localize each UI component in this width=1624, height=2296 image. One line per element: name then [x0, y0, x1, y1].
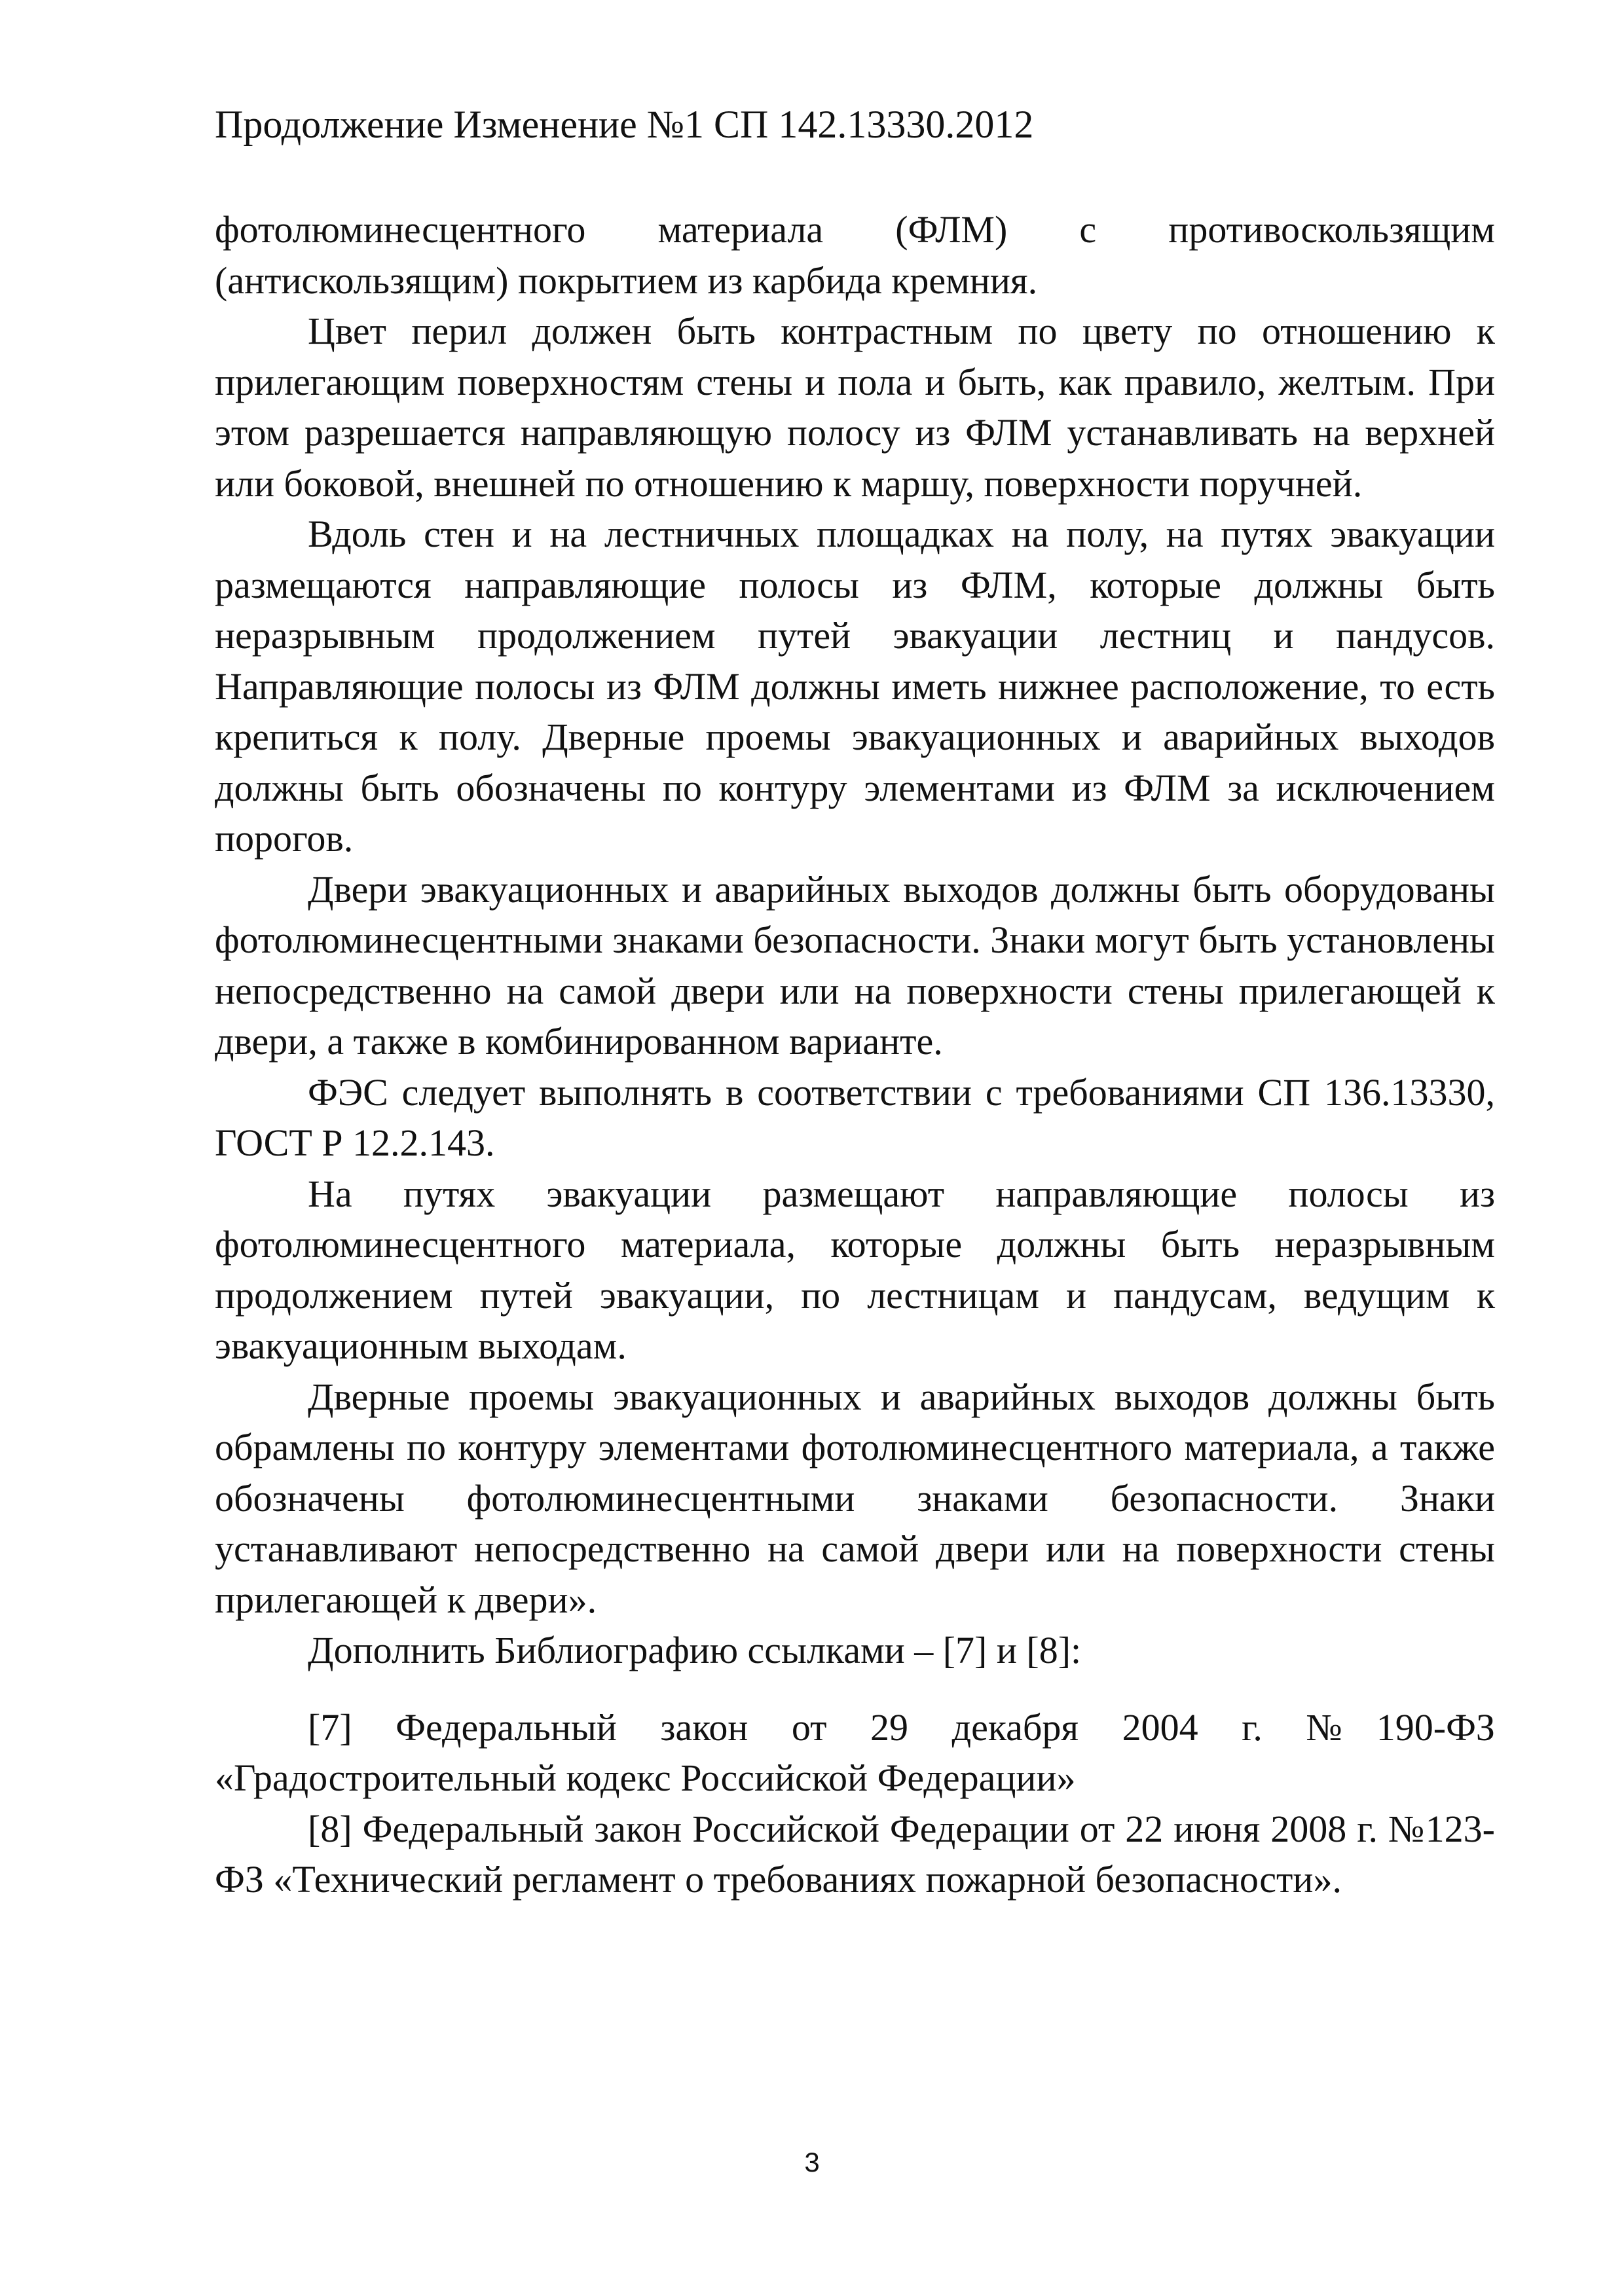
paragraph-evacuation-paths: На путях эвакуации размещают направляющие полосы из фотолюминесцентного материала, которые должны быть неразрывным продолжением путей эвакуации, по лестницам и пандусам, ведущим к эвакуационным выходам. — [215, 1172, 1495, 1367]
bibliography-entry-7: [7] Федеральный закон от 29 декабря 2004 г. №190-ФЗ «Градостроительный кодекс Российской Федерации» — [215, 1705, 1495, 1799]
paragraph-continuation: фотолюминесцентного материала (ФЛМ) с противоскользящим (антискользящим) покрытием из карбида кремния. — [215, 208, 1495, 302]
document-body — [215, 204, 1495, 1905]
paragraph-guide-strips: Вдоль стен и на лестничных площадках на полу, на путях эвакуации размещаются направляющие полосы из ФЛМ, которые должны быть неразрывным продолжением путей эвакуации лестниц и пандусов. Направляющие полосы из ФЛМ должны иметь нижнее расположение, то есть крепиться к полу. Дверные проемы эвакуационных и аварийных выходов должны быть обозначены по контуру элементами из ФЛМ за исключением порогов. — [215, 513, 1495, 860]
paragraph-railing-color: Цвет перил должен быть контрастным по цвету по отношению к прилегающим поверхностям стены и пола и быть, как правило, желтым. При этом разрешается направляющую полосу из ФЛМ устанавливать на верхней или боковой, внешней по отношению к маршу, поверхности поручней. — [215, 310, 1495, 505]
paragraph-door-frames: Дверные проемы эвакуационных и аварийных выходов должны быть обрамлены по контуру элементами фотолюминесцентного материала, а также обозначены фотолюминесцентными знаками безопасности. Знаки устанавливают непосредственно на самой двери или на поверхности стены прилегающей к двери». — [215, 1375, 1495, 1621]
bibliography-entry-8: [8] Федеральный закон Российской Федерации от 22 июня 2008 г. №123-ФЗ «Технический регламент о требованиях пожарной безопасности». — [215, 1807, 1495, 1901]
paragraph-bibliography-intro: Дополнить Библиографию ссылками – [7] и [8]: — [308, 1629, 1082, 1671]
paragraph-fes-requirements: ФЭС следует выполнять в соответствии с требованиями СП 136.13330, ГОСТ Р 12.2.143. — [215, 1070, 1495, 1164]
page-number: 3 — [804, 2147, 820, 2178]
paragraph-doors-signs: Двери эвакуационных и аварийных выходов должны быть оборудованы фотолюминесцентными знаками безопасности. Знаки могут быть установлены непосредственно на самой двери или на поверхности стены прилегающей к двери, а также в комбинированном варианте. — [215, 867, 1495, 1063]
page-header: Продолжение Изменение №1 СП 142.13330.2012 — [215, 103, 1034, 146]
